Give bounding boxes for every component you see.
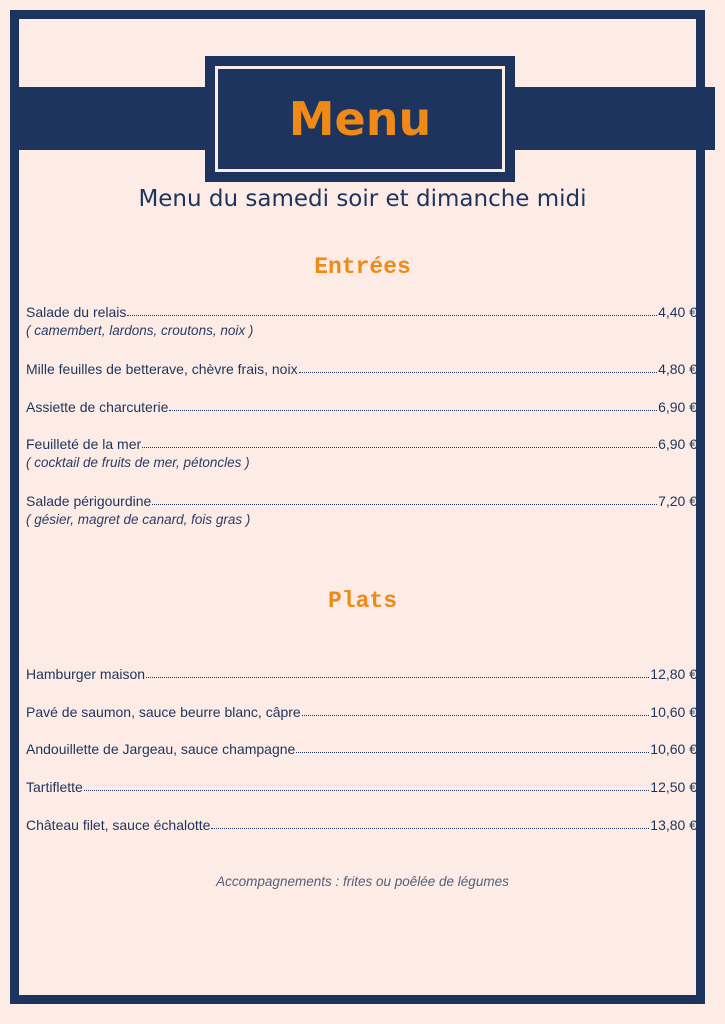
side-dishes-note: Accompagnements : frites ou poêlée de légumes	[216, 874, 509, 889]
item-price: 10,60 €	[650, 741, 697, 757]
item-price: 12,50 €	[650, 779, 697, 795]
item-description: ( gésier, magret de canard, fois gras )	[26, 512, 251, 527]
item-name: Salade du relais	[26, 304, 127, 320]
item-price: 6,90 €	[658, 436, 697, 452]
item-name: Château filet, sauce échalotte	[26, 817, 211, 833]
menu-item	[26, 493, 697, 527]
item-description: ( camembert, lardons, croutons, noix )	[26, 323, 254, 338]
item-name: Pavé de saumon, sauce beurre blanc, câpre	[26, 704, 301, 720]
leader-dots	[84, 789, 649, 791]
leader-dots	[142, 446, 657, 448]
leader-dots	[127, 314, 657, 316]
item-name: Hamburger maison	[26, 666, 146, 682]
item-name: Salade périgourdine	[26, 493, 152, 509]
item-price: 4,80 €	[658, 361, 697, 377]
item-price: 13,80 €	[650, 817, 697, 833]
menu-item	[26, 436, 697, 470]
menu-item	[26, 361, 697, 377]
item-price: 6,90 €	[658, 399, 697, 415]
title-box	[205, 56, 515, 182]
menu-subtitle: Menu du samedi soir et dimanche midi	[138, 186, 587, 212]
menu-item	[26, 779, 697, 795]
item-price: 12,80 €	[650, 666, 697, 682]
menu-item	[26, 304, 697, 338]
item-price: 4,40 €	[658, 304, 697, 320]
menu-item	[26, 704, 697, 720]
item-price: 10,60 €	[650, 704, 697, 720]
leader-dots	[299, 371, 657, 373]
item-description: ( cocktail de fruits de mer, pétoncles )	[26, 455, 250, 470]
leader-dots	[302, 714, 650, 716]
item-name: Tartiflette	[26, 779, 83, 795]
item-name: Assiette de charcuterie	[26, 399, 169, 415]
menu-item	[26, 741, 697, 757]
item-name: Mille feuilles de betterave, chèvre frais, noix	[26, 361, 298, 377]
menu-item	[26, 666, 697, 682]
section-title-entrees: Entrées	[314, 254, 411, 280]
menu-item	[26, 817, 697, 833]
item-name: Feuilleté de la mer	[26, 436, 142, 452]
item-price: 7,20 €	[658, 493, 697, 509]
leader-dots	[146, 676, 649, 678]
title-inner-border	[215, 66, 505, 172]
menu-item	[26, 399, 697, 415]
section-title-plats: Plats	[327, 588, 397, 614]
item-name: Andouillette de Jargeau, sauce champagne	[26, 741, 296, 757]
leader-dots	[296, 751, 649, 753]
leader-dots	[211, 827, 649, 829]
leader-dots	[152, 503, 657, 505]
menu-title: Menu	[288, 92, 432, 146]
leader-dots	[169, 409, 657, 411]
